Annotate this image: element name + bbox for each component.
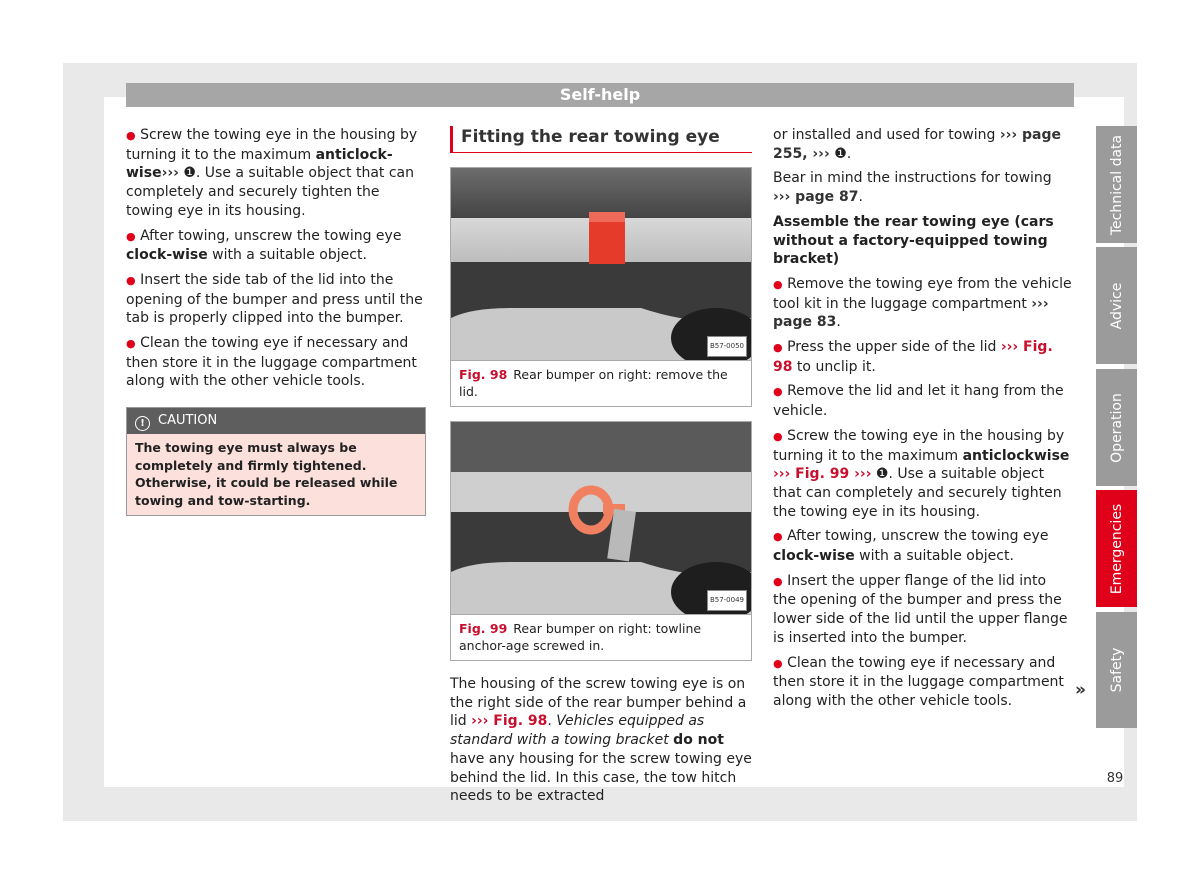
column-3 [773,126,1073,717]
bullet-icon: ● [773,530,783,544]
list-item: ● Insert the upper flange of the lid into the opening of the bumper and press the lower side of the lid until the upper flange is inserted into the bumper. [773,572,1068,646]
continue-arrow-icon[interactable]: » [1075,680,1086,700]
figure-link[interactable]: ››› Fig. 99 ››› [773,466,872,483]
caution-box [126,407,426,516]
list-item: ● Press the upper side of the lid ››› Fig. 98 to unclip it. [773,339,1053,375]
caution-text: The towing eye must always be completely and firmly tightened. Otherwise, it could be released while towing and tow-starting. [127,434,425,515]
tab-technical-data[interactable]: Technical data [1096,126,1137,243]
section-title: Fitting the rear towing eye [450,126,752,153]
subheading: Assemble the rear towing eye (cars without a factory-equipped towing bracket) [773,213,1054,268]
list-item: ● After towing, unscrew the towing eye clock-wise with a suitable object. [773,528,1049,565]
body-paragraph: or installed and used for towing ››› page 255, ››› ❶. [773,127,1062,162]
figure-caption: Fig. 99 Rear bumper on right: towline anchor-age screwed in. [459,621,702,653]
list-item: ● Screw the towing eye in the housing by turning it to the maximum anticlock-wise››› ❶. Use a suitable object that can completely and securely tighten the towing eye in its housing. [126,127,418,219]
bullet-icon: ● [126,229,136,243]
warning-icon: ❶ [875,466,889,483]
towing-eye-image [451,422,751,615]
towing-eye-illustration [451,422,751,614]
bullet-icon: ● [773,429,783,443]
bullet-icon: ● [126,129,136,142]
bullet-icon: ● [773,574,783,588]
list-item: ● Clean the towing eye if necessary and then store it in the luggage compartment along with the other vehicle tools. [126,335,417,390]
list-item: ● Screw the towing eye in the housing by turning it to the maximum anticlockwise ››› Fig. 99 ››› ❶. Use a suitable object that can completely and securely tighten the towing eye in its housing. [773,427,1070,520]
exclamation-icon: ! [135,416,150,431]
warning-icon: ❶ [834,145,847,162]
page-link[interactable]: ››› page 87 [773,189,859,206]
tab-emergencies[interactable]: Emergencies [1096,490,1137,607]
body-paragraph: The housing of the screw towing eye is on the right side of the rear bumper behind a lid ››› Fig. 98. Vehicles equipped as standard with a towing bracket do not have any housing for the screw towing eye behind the lid. In this case, the tow hitch needs to be extracted [450,676,752,805]
body-paragraph: Bear in mind the instructions for towing ››› page 87. [773,170,1052,206]
tab-safety[interactable]: Safety [1096,612,1137,728]
bullet-icon: ● [773,385,783,399]
bumper-lid-image [451,168,751,361]
bullet-icon: ● [773,277,783,291]
column-2 [450,126,752,812]
list-item: ● Remove the lid and let it hang from the vehicle. [773,383,1064,420]
column-1 [126,126,426,516]
figure-caption: Fig. 98 Rear bumper on right: remove the lid. [459,367,728,399]
bullet-icon: ● [773,341,783,355]
image-code: B57-0050 [707,336,747,357]
list-item: ● After towing, unscrew the towing eye clock-wise with a suitable object. [126,227,402,264]
bullet-icon: ● [126,273,136,287]
bullet-icon: ● [126,337,136,351]
figure-98 [450,167,752,407]
figure-link[interactable]: ››› Fig. 98 [773,339,1053,375]
list-item: ● Clean the towing eye if necessary and then store it in the luggage compartment along with the other vehicle tools. [773,654,1064,709]
bullet-icon: ● [773,656,783,670]
list-item: ● Remove the towing eye from the vehicle tool kit in the luggage compartment ››› page 83. [773,275,1072,331]
page-number: 89 [1106,771,1124,786]
image-code: B57-0049 [707,590,747,611]
figure-99 [450,421,752,661]
caution-header: ! CAUTION [127,408,425,434]
warning-icon: ❶ [183,165,196,182]
bumper-illustration [451,168,751,360]
list-item: ● Insert the side tab of the lid into the opening of the bumper and press until the tab is properly clipped into the bumper. [126,271,423,327]
page-link[interactable]: ››› page 83 [773,295,1049,331]
tab-operation[interactable]: Operation [1096,369,1137,486]
figure-link[interactable]: ››› Fig. 98 [471,713,548,730]
cross-ref-link[interactable]: ››› [161,165,179,182]
chapter-header: Self-help [126,83,1074,107]
tab-advice[interactable]: Advice [1096,247,1137,364]
page-link[interactable]: ››› page 255, ››› [773,127,1062,162]
